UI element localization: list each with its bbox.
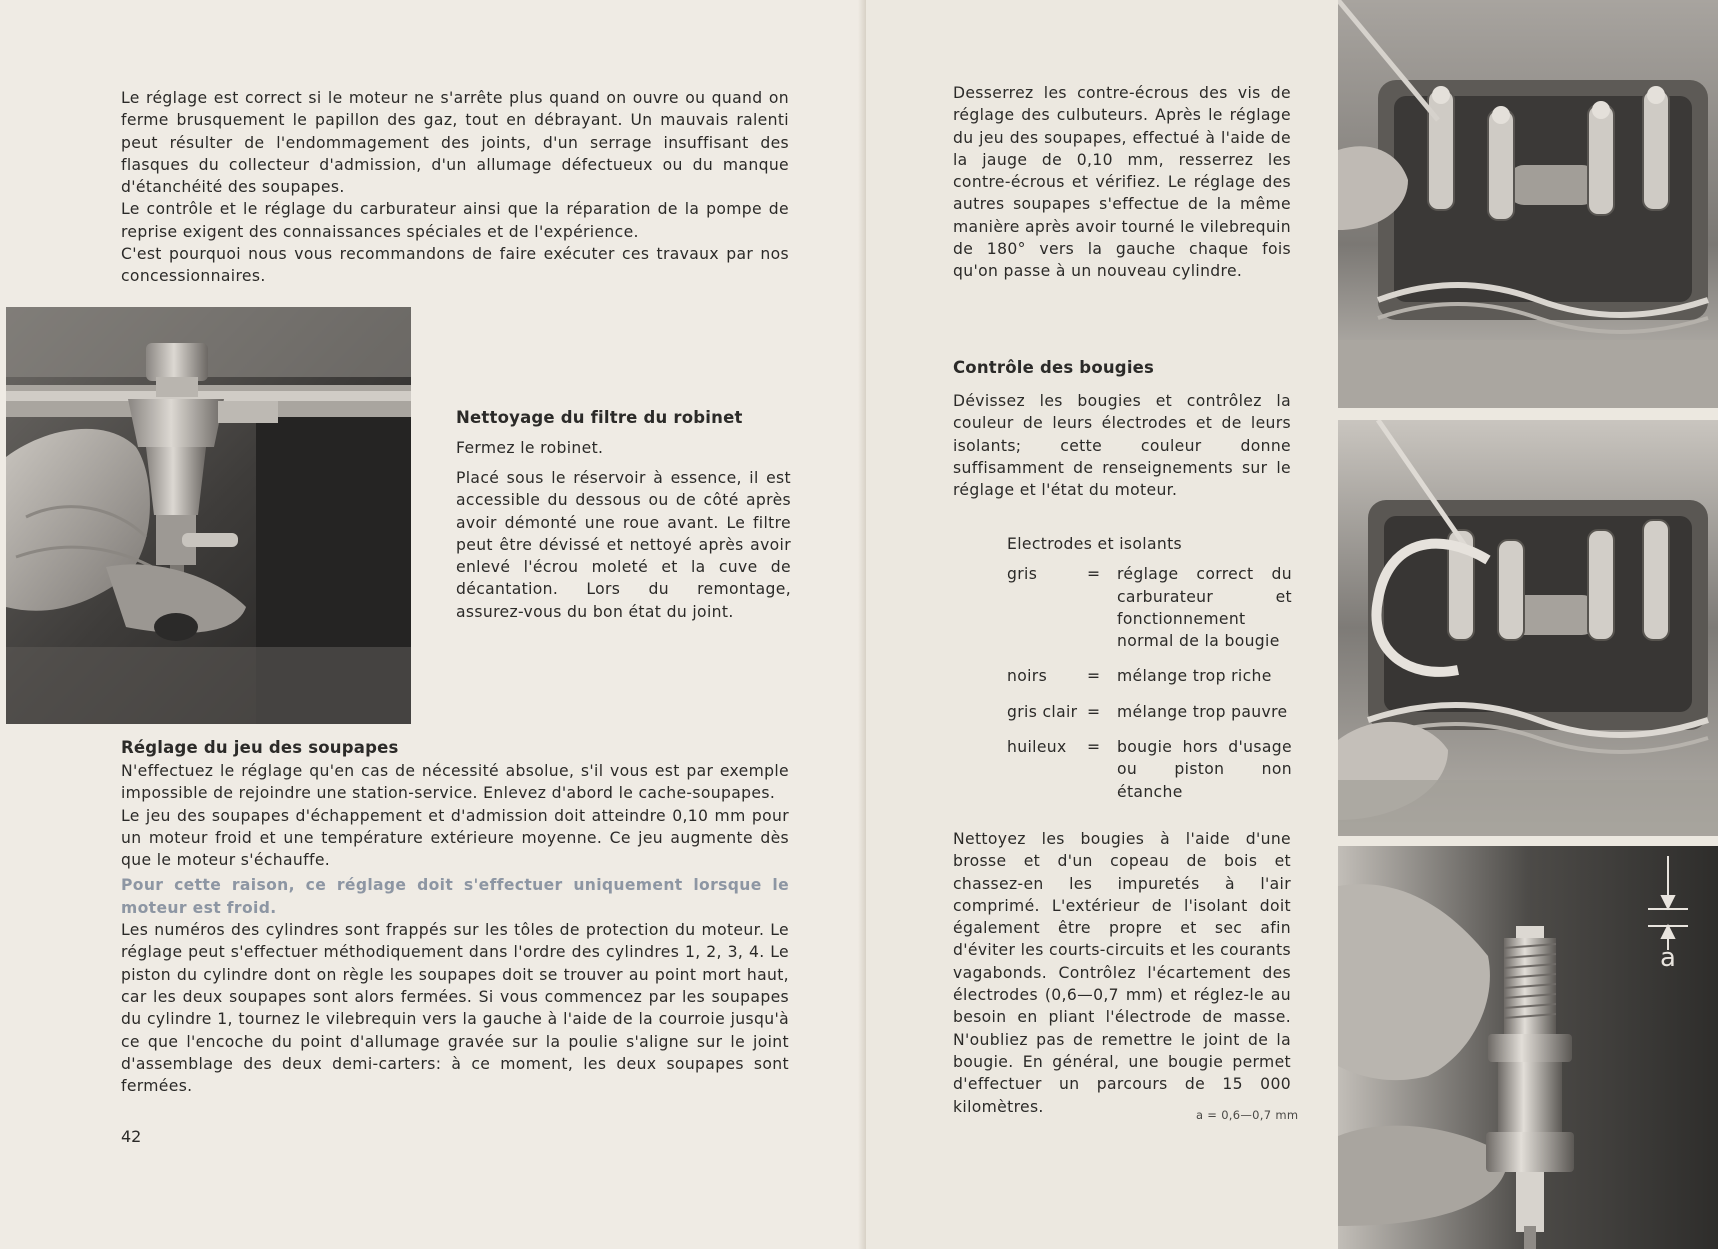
row-key: gris: [1007, 565, 1038, 584]
row-key: huileux: [1007, 738, 1067, 757]
valve-paragraph: Les numéros des cylindres sont frappés sur les tôles de protection du moteur. Le réglage peut s'effectuer méthodiquement dans l'ordre des cylindres 1, 2, 3, 4. Le piston du cylindre dont on règle les soupapes doit se trouver au point mort haut, car les deux soupapes sont alors fermées. Si vous commencez par les soupapes du cylindre 1, tournez le vilebrequin vers la gauche à l'aide de la courroie jusqu'à ce que l'encoche du point d'allumage gravée sur la poulie s'aligne sur le joint d'assemblage des deux demi-carters: à ce moment, les deux soupapes sont fermées.: [121, 921, 789, 1096]
valve-adjust-photo-2: [1338, 420, 1718, 836]
electrodes-table-title: Electrodes et isolants: [1007, 535, 1183, 553]
valve-paragraph: N'effectuez le réglage qu'en cas de nécessité absolue, s'il vous est par exemple impossible de rejoindre une station-service. Enlevez d'abord le cache-soupapes.: [121, 762, 789, 803]
row-equals: =: [1087, 702, 1101, 721]
row-value: bougie hors d'usage ou piston non étanche: [1117, 738, 1292, 801]
valve-section-text: [121, 760, 789, 1097]
electrodes-row: [1007, 736, 1297, 803]
valve-paragraph: Le jeu des soupapes d'échappement et d'admission doit atteindre 0,10 mm pour un moteur froid et une température extérieure moyenne. Ce jeu augmente dès que le moteur s'échauffe.: [121, 806, 789, 870]
gap-caption: a = 0,6—0,7 mm: [1196, 1108, 1299, 1122]
row-key: noirs: [1007, 667, 1048, 686]
valve-adjust-photo-1: [1338, 0, 1718, 408]
plugs-cleaning-text: Nettoyez les bougies à l'aide d'une brosse et d'un copeau de bois et chassez-en les impuretés à l'air comprimé. L'extérieur de l'isolant doit également être propre et sec afin d'éviter les courts-circuits et les courants vagabonds. Contrôlez l'écartement des électrodes (0,6—0,7 mm) et réglez-le au besoin en pliant l'électrode de masse. N'oubliez pas de remettre le joint de la bougie. En général, une bougie permet d'effectuer un parcours de 15 000 kilomètres.: [953, 830, 1291, 1116]
electrodes-table: [1007, 533, 1297, 803]
intro-paragraph: Le réglage est correct si le moteur ne s'arrête plus quand on ouvre ou quand on ferme brusquement le papillon des gaz, tout en débrayant. Un mauvais ralenti peut résulter de l'endommagement des joints, d'un serrage insuffisant des flasques du collecteur d'admission, d'un allumage défectueux ou du manque d'étanchéité des soupapes.: [121, 89, 789, 197]
row-key: gris clair: [1007, 702, 1078, 721]
filter-section-line: Fermez le robinet.: [456, 439, 604, 457]
right-page: [866, 0, 1718, 1249]
intro-text: [121, 87, 789, 288]
row-equals: =: [1087, 738, 1101, 757]
row-equals: =: [1087, 667, 1101, 686]
intro-paragraph: Le contrôle et le réglage du carburateur ainsi que la réparation de la pompe de reprise exigent des connaissances spéciales et de l'expérience.: [121, 200, 789, 241]
electrodes-row: [1007, 563, 1297, 652]
valve-section-heading: Réglage du jeu des soupapes: [121, 738, 399, 757]
electrodes-row: [1007, 665, 1297, 687]
spark-plug-photo: [1338, 846, 1718, 1249]
page-number: 42: [121, 1127, 142, 1146]
filter-section-heading: Nettoyage du filtre du robinet: [456, 408, 743, 427]
plugs-heading: Contrôle des bougies: [953, 358, 1155, 377]
row-value: mélange trop pauvre: [1117, 702, 1288, 721]
gap-label: a: [1660, 943, 1676, 973]
electrodes-row: [1007, 701, 1297, 723]
fuel-tap-photo: [6, 307, 411, 724]
row-equals: =: [1087, 565, 1101, 584]
row-value: réglage correct du carburateur et fonctionnement normal de la bougie: [1117, 565, 1292, 651]
row-value: mélange trop riche: [1117, 667, 1272, 686]
filter-section-body: Placé sous le réservoir à essence, il est accessible du dessous ou de côté après avoir démonté une roue avant. Le filtre peut être dévissé et nettoyé après avoir enlevé l'écrou moleté et la cuve de décantation. Lors du remontage, assurez-vous du bon état du joint.: [456, 469, 791, 621]
valve-warning: Pour cette raison, ce réglage doit s'effectuer uniquement lorsque le moteur est froid.: [121, 876, 789, 917]
valves-text: Desserrez les contre-écrous des vis de réglage des culbuteurs. Après le réglage du jeu des soupapes, effectué à l'aide de la jauge de 0,10 mm, resserrez les contre-écrous et vérifiez. Le réglage des autres soupapes s'effectue de la même manière après avoir tourné le vilebrequin de 180° vers la gauche chaque fois qu'on passe à un nouveau cylindre.: [953, 84, 1291, 281]
plugs-intro: Dévissez les bougies et contrôlez la couleur de leurs électrodes et de leurs isolants; cette couleur donne suffisamment de renseignements sur le réglage et l'état du moteur.: [953, 392, 1291, 500]
intro-paragraph: C'est pourquoi nous vous recommandons de faire exécuter ces travaux par nos concessionnaires.: [121, 245, 789, 286]
